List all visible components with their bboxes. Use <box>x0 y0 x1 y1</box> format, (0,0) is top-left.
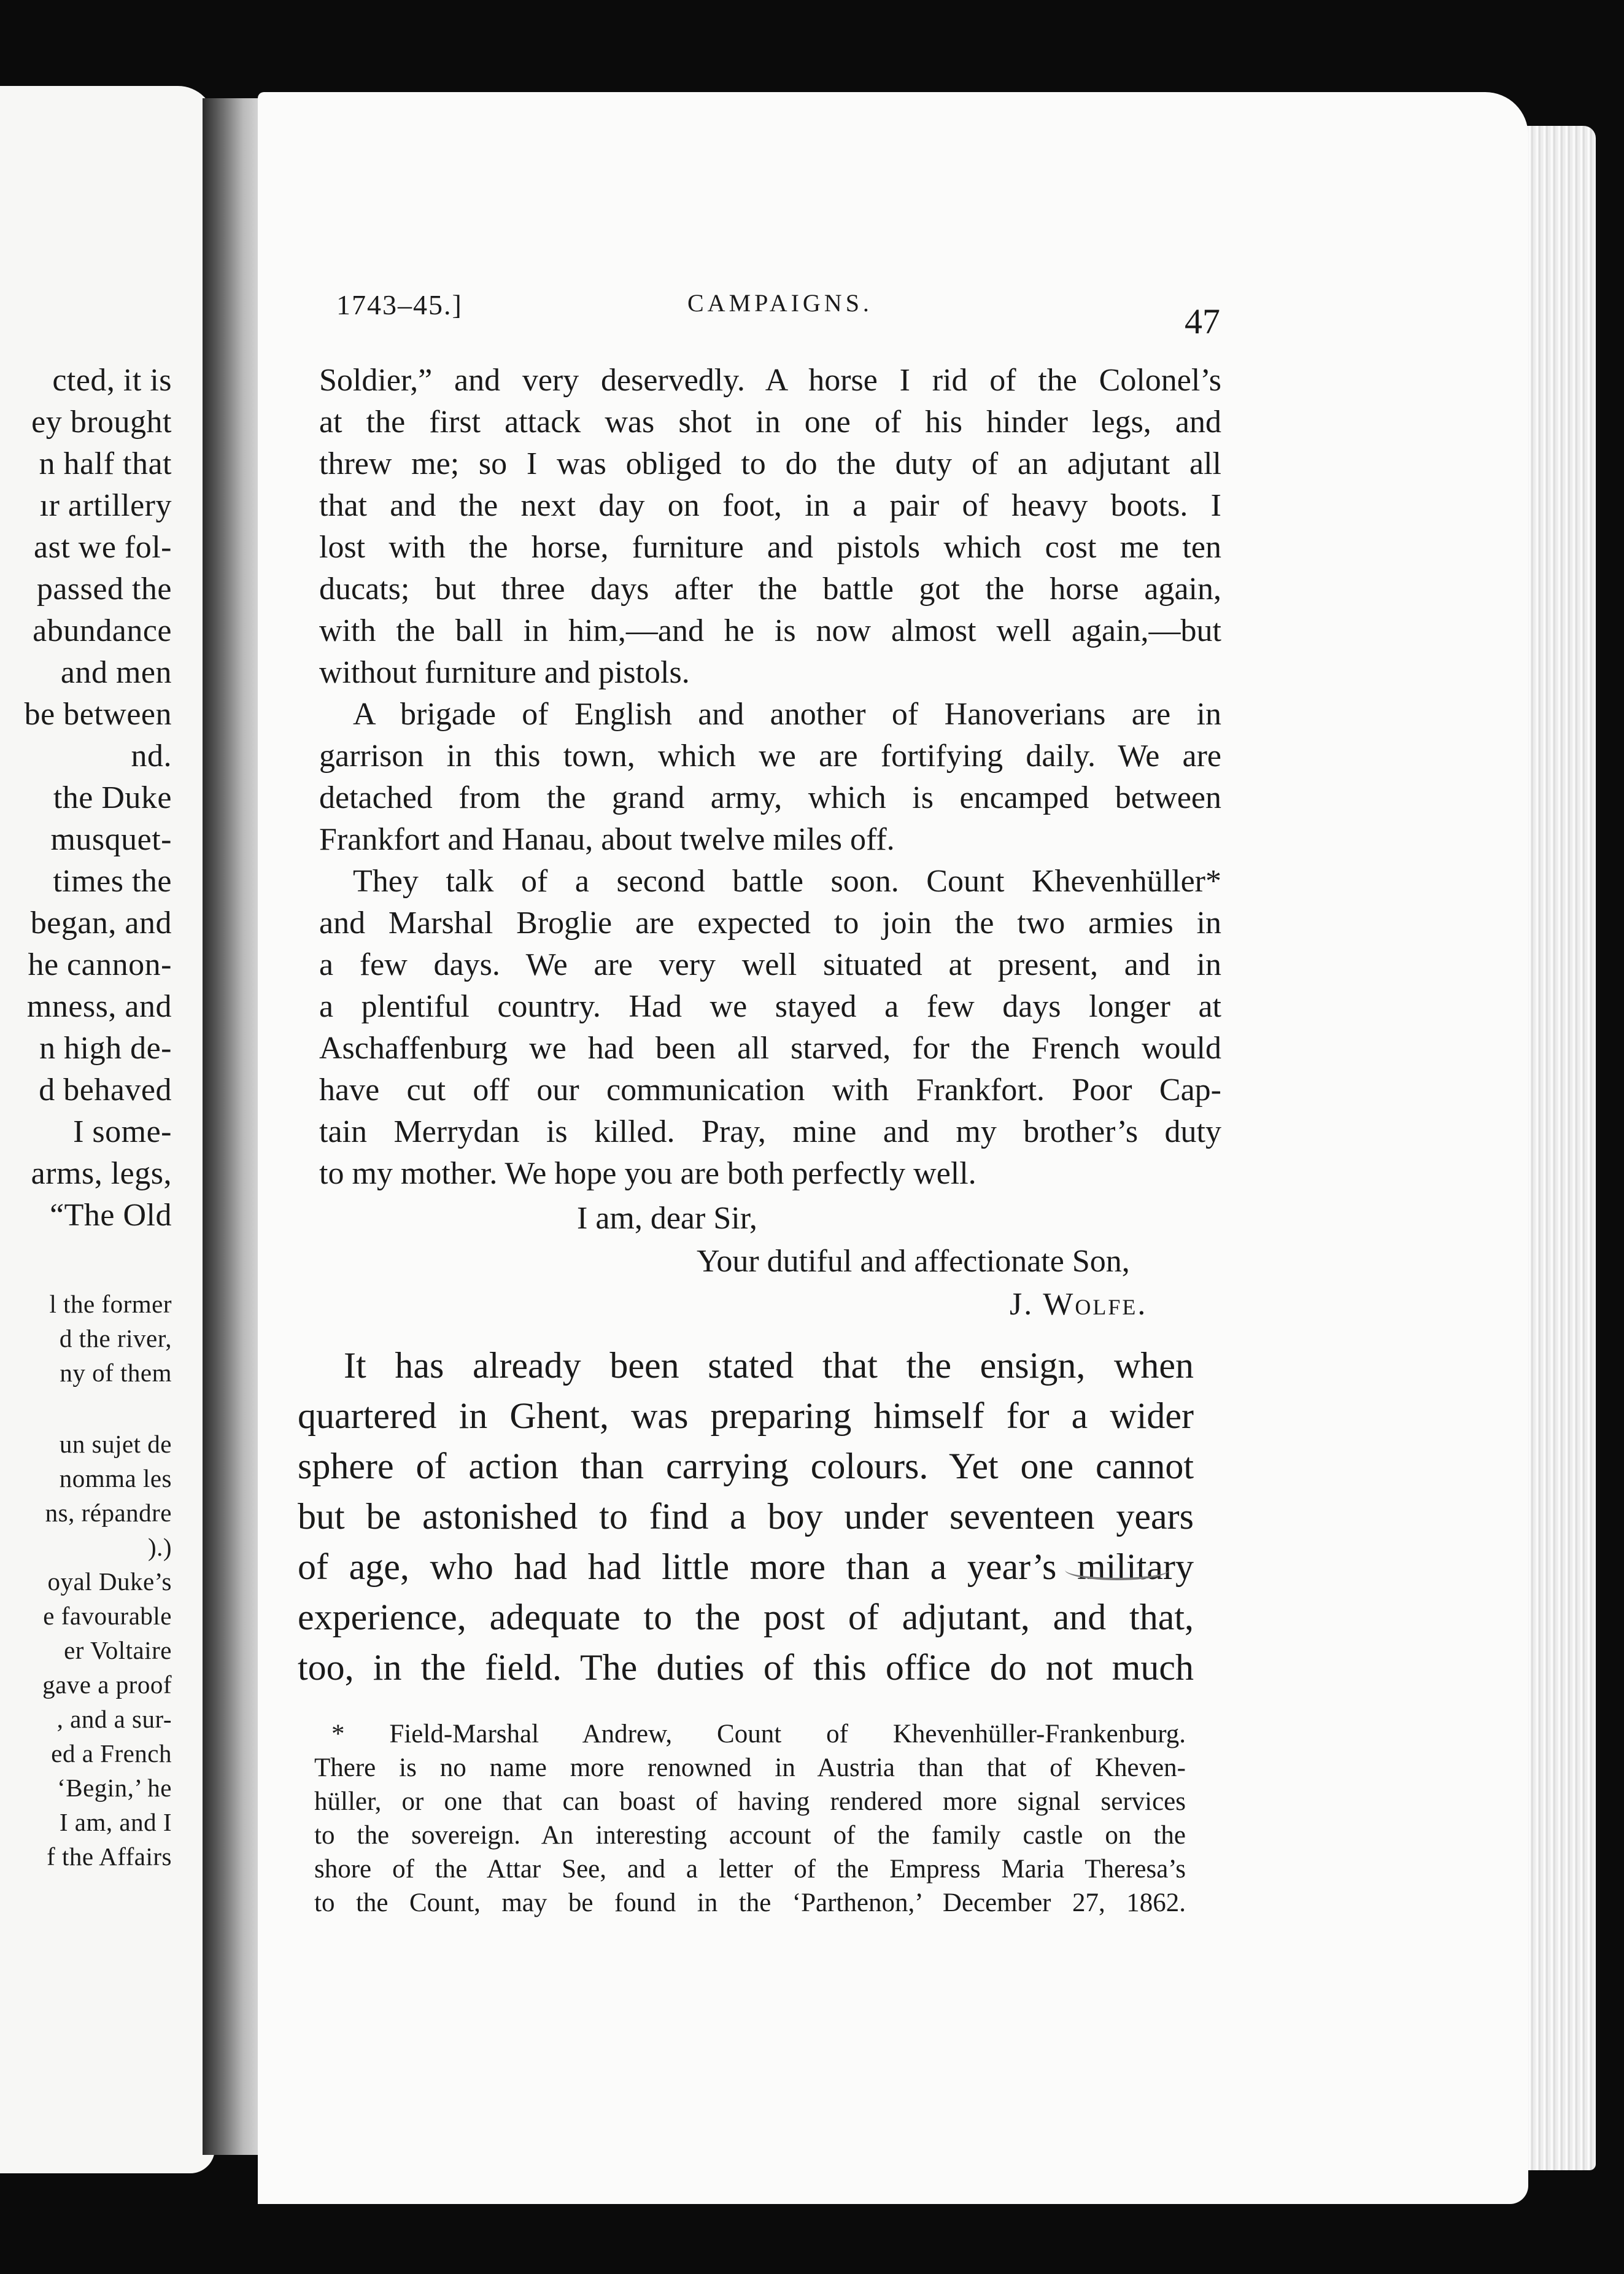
narrative-line: experience, adequate to the post of adjutant, and that, <box>298 1597 1194 1637</box>
left-page-line: cted, it is <box>52 363 172 398</box>
left-page-line: the Duke <box>53 780 172 815</box>
left-page-line: “The Old <box>50 1198 172 1233</box>
left-page-line: be between <box>24 697 172 732</box>
pencil-underline-mark <box>1065 1559 1169 1580</box>
narrative-line: quartered in Ghent, was preparing himself for a wider <box>298 1395 1194 1436</box>
running-head-dates: 1743–45.] <box>336 289 463 320</box>
left-page-note-line: , and a sur- <box>56 1705 172 1733</box>
footnote-line: to the Count, may be found in the ‘Parthenon,’ December 27, 1862. <box>314 1888 1186 1917</box>
narrative-line: sphere of action than carrying colours. Yet one cannot <box>298 1446 1194 1486</box>
letter-line: with the ball in him,—and he is now almost well again,—but <box>319 613 1221 648</box>
letter-line: detached from the grand army, which is encamped between <box>319 780 1221 815</box>
left-page-note-line: d the river, <box>59 1324 172 1352</box>
left-page-note-line: er Voltaire <box>64 1636 172 1664</box>
left-page-note-line: ns, répandre <box>45 1499 172 1527</box>
left-page-note-line: un sujet de <box>59 1430 172 1458</box>
narrative-line: too, in the field. The duties of this office do not much <box>298 1647 1194 1688</box>
left-page-line: ast we fol- <box>34 530 172 565</box>
narrative-line: of age, who had had little more than a year’s military <box>298 1546 1194 1587</box>
letter-line: a plentiful country. Had we stayed a few days longer at <box>319 989 1221 1024</box>
letter-line: and Marshal Broglie are expected to join the two armies in <box>319 906 1221 941</box>
page-number: 47 <box>1185 301 1220 341</box>
footnote-line: shore of the Attar See, and a letter of the Empress Maria Theresa’s <box>314 1855 1186 1884</box>
letter-line: threw me; so I was obliged to do the duty of an adjutant all <box>319 446 1221 481</box>
left-page-line: abundance <box>33 613 172 648</box>
letter-signature: J. Wolfe. <box>1010 1287 1148 1322</box>
narrative-line: but be astonished to find a boy under seventeen years <box>298 1496 1194 1537</box>
left-page-line: began, and <box>30 906 172 941</box>
letter-line: Soldier,” and very deservedly. A horse I rid of the Colonel’s <box>319 363 1221 398</box>
footnote-line: to the sovereign. An interesting account of the family castle on the <box>314 1821 1186 1850</box>
left-page-line: he cannon- <box>28 947 172 982</box>
left-page-note-line: gave a proof <box>42 1671 172 1699</box>
left-page-line: I some- <box>73 1114 172 1149</box>
footnote-line: * Field-Marshal Andrew, Count of Khevenhüller-Frankenburg. <box>331 1720 1186 1748</box>
left-page-line: n half that <box>39 446 172 481</box>
left-page-line: ır artillery <box>39 488 172 523</box>
left-page-line: n high de- <box>39 1031 172 1066</box>
left-page-note-line: l the former <box>49 1290 172 1318</box>
letter-line: without furniture and pistols. <box>319 655 690 690</box>
left-page-note-line: oyal Duke’s <box>47 1567 172 1596</box>
left-page-note-line: ).) <box>147 1533 172 1561</box>
letter-line: A brigade of English and another of Hanoverians are in <box>353 697 1221 732</box>
left-page-line: and men <box>60 655 172 690</box>
left-page-line: musquet- <box>50 822 172 857</box>
letter-valediction: Your dutiful and affectionate Son, <box>697 1244 1130 1279</box>
left-page-line: d behaved <box>39 1073 172 1108</box>
left-page-note-line: e favourable <box>43 1602 172 1630</box>
letter-line: Frankfort and Hanau, about twelve miles off. <box>319 822 895 857</box>
letter-line: to my mother. We hope you are both perfectly well. <box>319 1156 976 1191</box>
letter-line: that and the next day on foot, in a pair of heavy boots. I <box>319 488 1221 523</box>
left-page-line: arms, legs, <box>31 1156 172 1191</box>
left-page-note-line: ed a French <box>51 1739 172 1768</box>
letter-line: a few days. We are very well situated at present, and in <box>319 947 1221 982</box>
left-page-note-line: nomma les <box>59 1464 172 1492</box>
left-page-line: mness, and <box>26 989 172 1024</box>
left-page-note-line: f the Affairs <box>47 1842 172 1871</box>
left-page <box>0 86 215 2173</box>
footnote-line: hüller, or one that can boast of having rendered more signal services <box>314 1787 1186 1816</box>
letter-line: ducats; but three days after the battle got the horse again, <box>319 572 1221 607</box>
letter-line: lost with the horse, furniture and pistols which cost me ten <box>319 530 1221 565</box>
letter-line: Aschaffenburg we had been all starved, for the French would <box>319 1031 1221 1066</box>
footnote-line: There is no name more renowned in Austria than that of Kheven- <box>314 1753 1186 1782</box>
letter-line: tain Merrydan is killed. Pray, mine and my brother’s duty <box>319 1114 1221 1149</box>
left-page-line: times the <box>53 864 172 899</box>
running-head-title: CAMPAIGNS. <box>687 289 873 317</box>
letter-line: garrison in this town, which we are fortifying daily. We are <box>319 739 1221 774</box>
letter-line: at the first attack was shot in one of his hinder legs, and <box>319 405 1221 440</box>
narrative-line: It has already been stated that the ensign, when <box>344 1345 1194 1386</box>
left-page-note-line: ny of them <box>60 1359 172 1387</box>
left-page-line: nd. <box>131 739 172 774</box>
left-page-note-line: ‘Begin,’ he <box>57 1774 172 1802</box>
letter-line: have cut off our communication with Frankfort. Poor Cap- <box>319 1073 1221 1108</box>
left-page-line: passed the <box>36 572 172 607</box>
letter-closing: I am, dear Sir, <box>577 1201 757 1236</box>
letter-line: They talk of a second battle soon. Count Khevenhüller* <box>353 864 1221 899</box>
left-page-note-line: I am, and I <box>59 1808 172 1836</box>
left-page-line: ey brought <box>31 405 172 440</box>
